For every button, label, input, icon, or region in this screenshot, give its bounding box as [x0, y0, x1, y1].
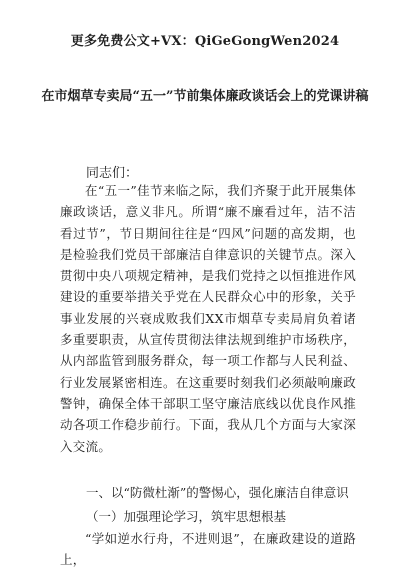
body-paragraph: 在“五一”佳节来临之际，我们齐聚于此开展集体廉政谈话，意义非凡。所谓“廉不廉看过年，洁不洁看过节”，节日期间往往是“四风”问题的高发期，也是检验我们党员干部廉洁自律意识的关键节点。深入贯彻中央八项规定精神，是我们党持之以恒推进作风建设的重要举措关乎党在人民群众心中的形象，关乎事业发展的兴衰成败我们XX市烟草专卖局肩负着诸多重要职责，从宣传贯彻法律法规到维护市场秩序，从内部监管到服务群众，每一项工作都与人民利益、行业发展紧密相连。在这重要时刻我们必须敲响廉政警钟，确保全体干部职工坚守廉洁底线以优良作风推动各项工作稳步前行。下面，我从几个方面与大家深入交流。 [60, 183, 356, 454]
body-paragraph-2: “学如逆水行舟，不进则退”，在廉政建设的道路上， [60, 531, 356, 568]
watermark-header: 更多免费公文+VX：QiGeGongWen2024 [70, 34, 340, 49]
document-title: 在市烟草专卖局“五一”节前集体廉政谈话会上的党课讲稿 [41, 89, 369, 104]
salutation: 同志们： [86, 166, 139, 181]
subsection-heading: （一）加强理论学习，筑牢思想根基 [86, 509, 287, 524]
section-heading: 一、以“防微杜渐”的警惕心，强化廉洁自律意识 [86, 485, 349, 500]
